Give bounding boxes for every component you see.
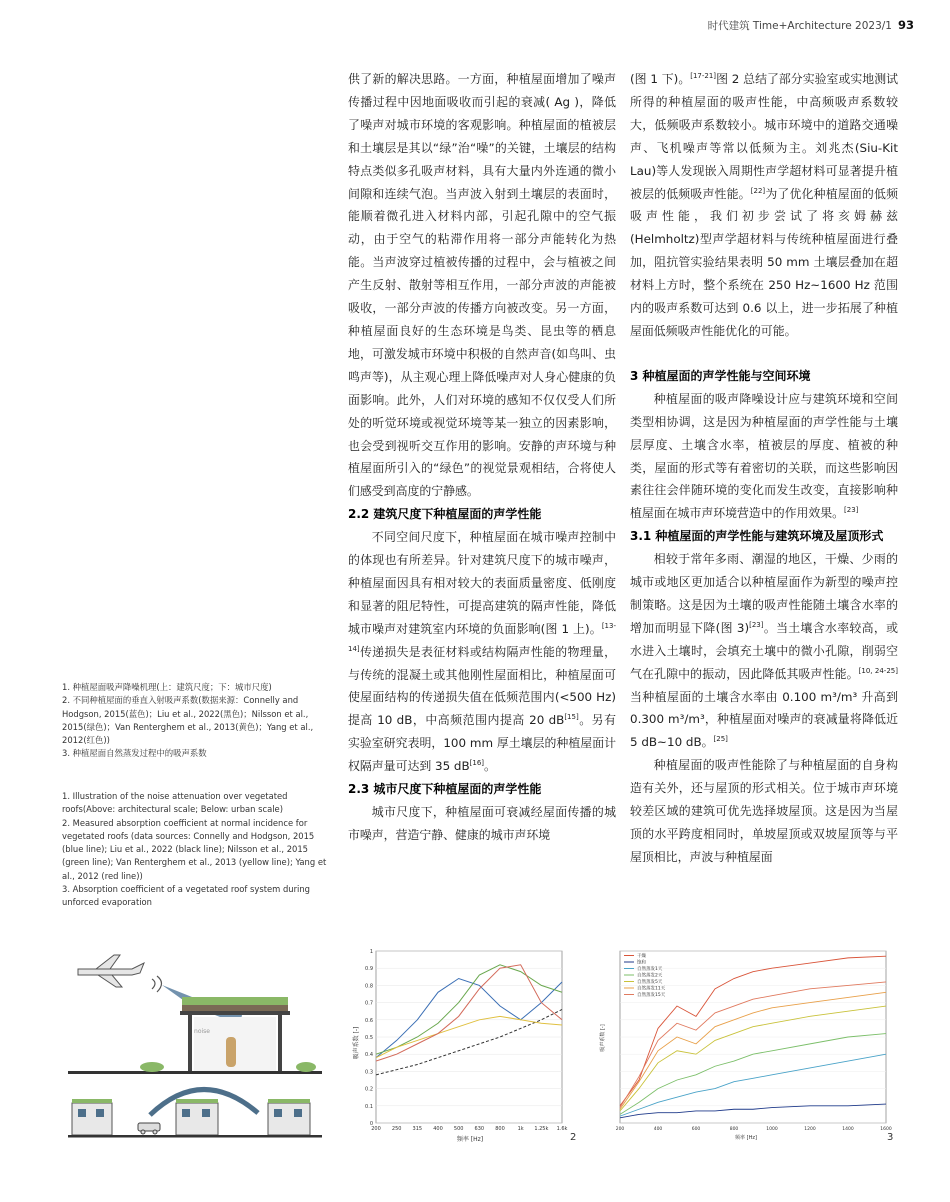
vehicle-label: noise xyxy=(194,1028,210,1035)
chart2-xtick: 800 xyxy=(495,1126,505,1132)
chart3-legend-label: 自然蒸发15天 xyxy=(637,993,666,998)
captions-en xyxy=(62,790,330,910)
captions-cn xyxy=(62,681,330,761)
chart3-xtick: 1200 xyxy=(804,1127,816,1132)
caption-cn-2: 2. 不同种植屋面的垂直入射吸声系数(数据来源：Connelly and Hodgson, 2015(蓝色)；Liu et al., 2022(黑色)；Nilsson et al., 2015(绿色)；Van Renterghem et al., 2013(黄色)；Yang et al., 2012(红色)) xyxy=(62,695,314,746)
chart3-series-line xyxy=(620,992,886,1109)
chart2-xtick: 1k xyxy=(517,1126,524,1132)
chart2-xtick: 1.25k xyxy=(534,1126,549,1132)
chart3-xtick: 400 xyxy=(653,1127,663,1132)
chart3-xtick: 1000 xyxy=(766,1127,778,1132)
chart3-legend-label: 自然蒸发11天 xyxy=(637,986,666,992)
chart3-xtick: 800 xyxy=(729,1127,739,1132)
citation: [17-21] xyxy=(690,72,717,81)
citation: [16] xyxy=(469,759,485,768)
airplane-icon xyxy=(78,955,144,987)
chart2-xtick: 630 xyxy=(474,1126,485,1132)
chart3-legend-label: 自然蒸发2天 xyxy=(637,973,663,979)
caption-en-3: 3. Absorption coefficient of a vegetated roof system during unforced evaporation xyxy=(62,884,310,908)
chart2-ytick: 0.8 xyxy=(365,983,373,990)
caption-cn-1: 1. 种植屋面吸声降噪机理(上：建筑尺度；下：城市尺度) xyxy=(62,682,272,692)
sound-waves-icon xyxy=(152,976,162,992)
ground-line xyxy=(68,1071,322,1074)
caption-cn-3: 3. 种植屋面自然蒸发过程中的吸声系数 xyxy=(62,748,207,759)
chart3-xtick: 600 xyxy=(691,1127,701,1132)
chart2-xtick: 315 xyxy=(412,1126,423,1132)
figure-3-number: 3 xyxy=(887,1132,894,1143)
citation: [22] xyxy=(750,186,766,195)
citation: [23] xyxy=(749,620,764,629)
chart3-xtick: 1400 xyxy=(842,1127,854,1132)
person-icon xyxy=(226,1037,236,1067)
chart2-xlabel: 频率 [Hz] xyxy=(456,1136,484,1143)
paragraph: 种植屋面的吸声降噪设计应与建筑环境和空间类型相协调，这是因为种植屋面的声学性能与土壤层厚度、土壤含水率，植被层的厚度、植被的种类，屋面的形式等有着密切的关联，而这些影响因素往往会伴随环境的变化而发生改变，直接影响种植屋面在城市声环境营造中的作用效果。[23] xyxy=(630,391,898,521)
section-heading-3: 3 种植屋面的声学性能与空间环境 xyxy=(630,368,811,383)
chart2-ytick: 0.2 xyxy=(365,1086,373,1093)
section-heading-2-3: 2.3 城市尺度下种植屋面的声学性能 xyxy=(348,782,542,797)
citation: [25] xyxy=(713,735,728,744)
figure-2-chart xyxy=(348,943,578,1143)
journal-name: 时代建筑 Time+Architecture 2023/1 xyxy=(707,20,892,32)
citation: [13-14] xyxy=(348,621,616,653)
chart2-series-line xyxy=(376,965,562,1061)
chart3-ylabel: 吸声系数 [-] xyxy=(600,1024,606,1052)
chart2-ytick: 0.5 xyxy=(365,1035,373,1041)
paragraph: (图 1 下)。[17-21]图 2 总结了部分实验室或实地测试所得的种植屋面的吸声性能，中高频吸声系数较大，低频吸声系数较小。城市环境中的道路交通噪声、飞机噪声等常以低频为主。刘兆杰(Siu-Kit Lau)等人发现嵌入周期性声学超材料可显著提升植被层的低频吸声性能。[22]为了优化种植屋面的低频吸声性能，我们初步尝试了将亥姆赫兹(Helmholtz)型声学超材料与传统种植屋面进行叠加，阻抗管实验结果表明 50 mm 土壤层叠加在超材料上方时，整个系统在 250 Hz~1600 Hz 范围内的吸声系数可达到 0.6 以上，进一步拓展了种植屋面低频吸声性能优化的可能。 xyxy=(630,72,898,338)
chart2-ytick: 1 xyxy=(369,949,373,955)
chart3-xlabel: 频率 [Hz] xyxy=(735,1135,757,1141)
chart2-xtick: 1.6k xyxy=(556,1126,568,1132)
chart2-ylabel: 吸声系数 [-] xyxy=(353,1026,360,1060)
chart2-xtick: 400 xyxy=(433,1126,443,1132)
section-heading-3-1: 3.1 种植屋面的声学性能与建筑环境及屋顶形式 xyxy=(630,529,884,544)
text-column-middle xyxy=(348,68,616,847)
car-icon xyxy=(138,1123,160,1134)
chart3-legend-label: 干燥 xyxy=(637,954,646,959)
chart2-series-line xyxy=(376,965,562,1054)
paragraph: 相较于常年多雨、潮湿的地区，干燥、少雨的城市或地区更加适合以种植屋面作为新型的噪声控制策略。这是因为土壤的吸声性能随土壤含水率的增加而明显下降(图 3)[23]。当土壤含水率较高，或水进入土壤时，会填充土壤中的微小孔隙，削弱空气在孔隙中的振动，因此降低其吸声性能。[10, 24-25]当种植屋面的土壤含水率由 0.100 m³/m³ 升高到 0.300 m³/m³，种植屋面对噪声的衰减量将降低近 5 dB~10 dB。[25] xyxy=(630,552,898,750)
citation: [23] xyxy=(844,506,859,515)
chart3-series-line xyxy=(620,1006,886,1111)
chart2-ytick: 0 xyxy=(369,1121,373,1127)
chart2-ytick: 0.7 xyxy=(365,1000,373,1007)
chart2-ytick: 0.3 xyxy=(365,1069,373,1076)
chart2-xtick: 250 xyxy=(391,1126,402,1132)
chart3-series-line xyxy=(620,1104,886,1118)
caption-en-2: 2. Measured absorption coefficient at normal incidence for vegetated roofs (data sources: Connelly and Hodgson, 2015 (blue line); Liu et al., 2022 (black line); Nilsson et al., 2015 (green line); Van Renterghem et al., 2013 (yellow line); Yang et al., 2012 (red line)) xyxy=(62,817,327,881)
paragraph: 不同空间尺度下，种植屋面在城市噪声控制中的体现也有所差异。针对建筑尺度下的城市噪声，种植屋面因具有相对较大的表面质量密度、低刚度和显著的阻尼特性，可提高建筑的隔声性能，降低城市噪声对建筑室内环境的负面影响(图 1 上)。[13-14]传递损失是表征材料或结构隔声性能的物理量，与传统的混凝土或其他刚性屋面相比，种植屋面可使屋面结构的传递损失值在低频范围内(<500 Hz)提高 10 dB，中高频范围内提高 20 dB[15]。另有实验室研究表明，100 mm 厚土壤层的种植屋面计权隔声量可达到 35 dB[16]。 xyxy=(348,530,616,774)
caption-en-1: 1. Illustration of the noise attenuation over vegetated roofs(Above: architectural scale; Below: urban scale) xyxy=(62,791,288,815)
chart2-ytick: 0.6 xyxy=(365,1017,373,1024)
chart3-series-line xyxy=(620,1054,886,1116)
chart3-legend-label: 饱和 xyxy=(637,960,646,966)
paragraph: 种植屋面的吸声性能除了与种植屋面的自身构造有关外，还与屋顶的形式相关。位于城市声环境较差区域的建筑可优先选择坡屋顶。这是因为当屋顶的水平跨度相同时，单坡屋顶或双坡屋顶等与平屋顶相比，声波与种植屋面 xyxy=(630,758,898,864)
section-heading-2-2: 2.2 建筑尺度下种植屋面的声学性能 xyxy=(348,507,542,522)
text-column-right xyxy=(630,68,898,869)
running-header xyxy=(708,18,914,33)
chart2-series-line xyxy=(376,1009,562,1074)
figure-3-chart xyxy=(596,943,896,1143)
chart3-legend-label: 自然蒸发1天 xyxy=(637,967,663,972)
paragraph: 城市尺度下，种植屋面可衰减经屋面传播的城市噪声，营造宁静、健康的城市声环境 xyxy=(348,805,616,842)
chart2-xtick: 200 xyxy=(371,1126,381,1132)
chart2-ytick: 0.9 xyxy=(365,966,373,973)
figure-1-illustration xyxy=(62,945,332,1145)
figure-2-number: 2 xyxy=(570,1132,577,1143)
chart3-legend-label: 自然蒸发5天 xyxy=(637,980,663,985)
chart3-xtick: 1600 xyxy=(880,1127,892,1132)
urban-buildings xyxy=(72,1099,310,1135)
citation: [10, 24-25] xyxy=(858,666,898,675)
chart2-xtick: 500 xyxy=(453,1126,464,1132)
chart3-series-line xyxy=(620,956,886,1106)
chart2-ytick: 0.4 xyxy=(365,1052,373,1059)
chart2-ytick: 0.1 xyxy=(365,1103,373,1110)
page-number: 93 xyxy=(897,18,914,32)
paragraph: 供了新的解决思路。一方面，种植屋面增加了噪声传播过程中因地面吸收而引起的衰减( Ag )，降低了噪声对城市环境的客观影响。种植屋面的植被层和土壤层是其以“绿”治“噪”的关键，土壤层的结构特点类似多孔吸声材料，具有大量内外连通的微小间隙和连续气泡。当声波入射到土壤层的表面时，能顺着微孔进入材料内部，引起孔隙中的空气振动，由于空气的粘滞作用将一部分声能转化为热能。当声波穿过植被传播的过程中，会与植被之间产生反射、散射等相互作用，一部分声波的声能被吸收，一部分声波的传播方向被改变。另一方面，种植屋面良好的生态环境是鸟类、昆虫等的栖息地，可激发城市环境中积极的自然声音(如鸟叫、虫鸣声等)，从主观心理上降低噪声对人身心健康的负面影响。此外，人们对环境的感知不仅仅受人们所处的听觉环境或视觉环境等某一独立的因素影响，也会受到视听交互作用的影响。安静的声环境与种植屋面所引入的“绿色”的视觉景观相结，合将使人们感受到高度的宁静感。 xyxy=(348,72,616,499)
chart3-xtick: 200 xyxy=(615,1127,625,1132)
citation: [15] xyxy=(564,713,579,722)
